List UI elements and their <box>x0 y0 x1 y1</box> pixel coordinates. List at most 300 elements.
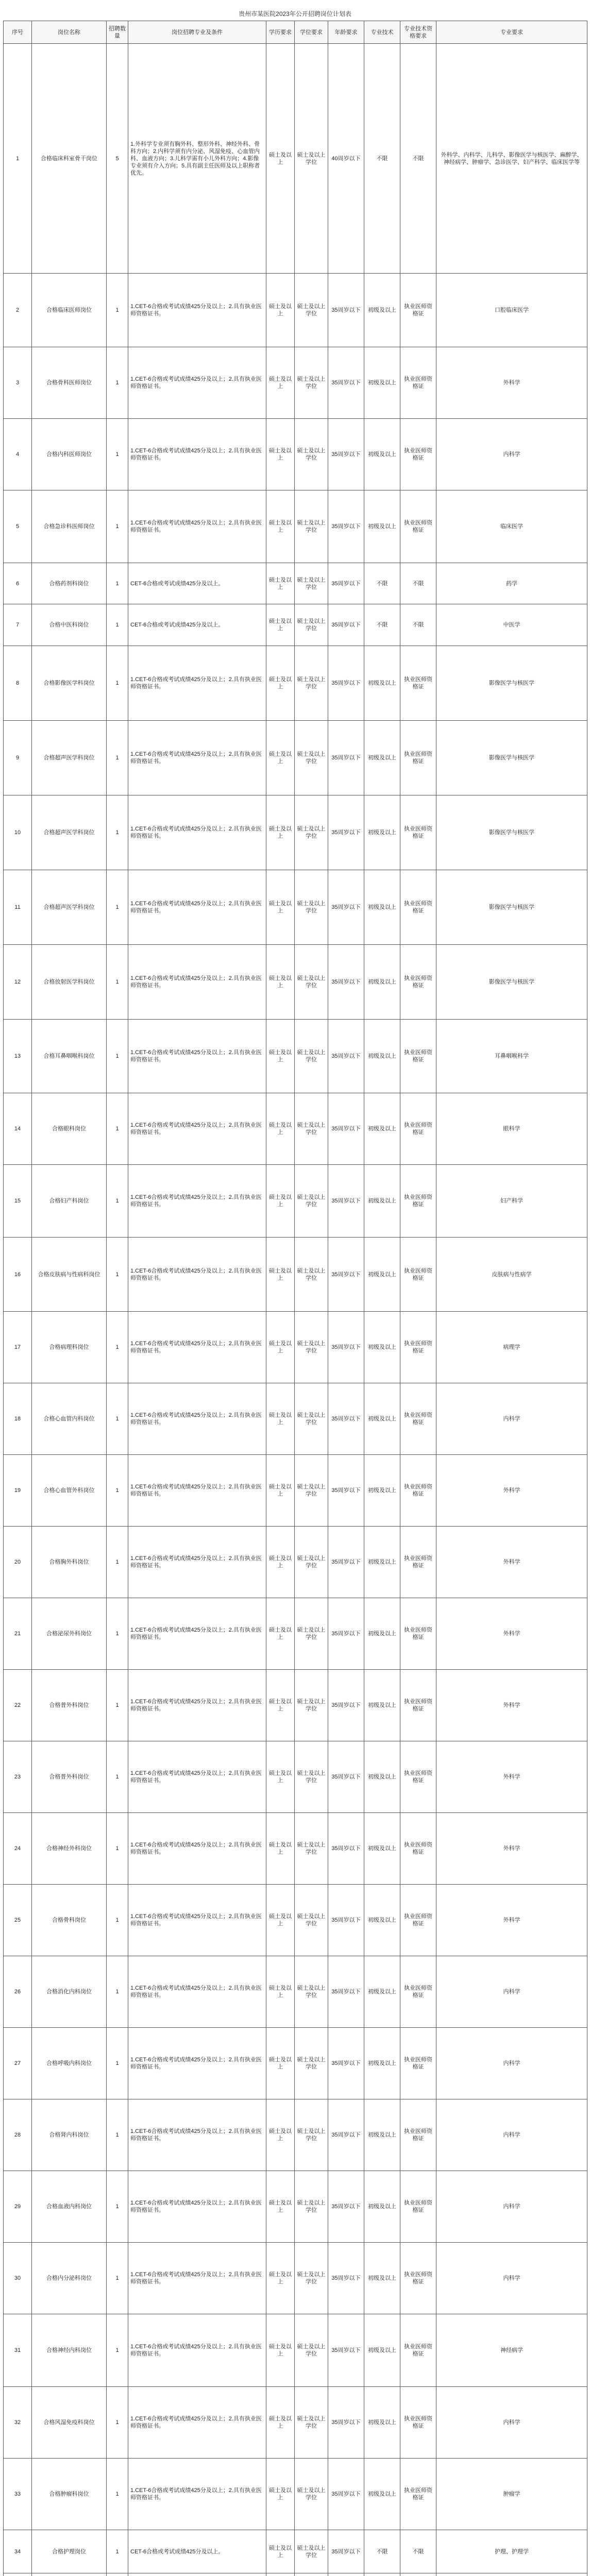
cell-count: 1 <box>107 1598 128 1670</box>
cell-req <box>128 2573 266 2576</box>
cell-req: 1.CET-6合格或考试成绩425分及以上；2.具有执业医师资格证书。 <box>128 945 266 1020</box>
cell-name: 合格普外科岗位 <box>32 1741 107 1813</box>
cell-no: 8 <box>4 646 32 721</box>
cell-count: 1 <box>107 1885 128 1956</box>
cell-age: 35周岁以下 <box>328 2314 364 2387</box>
cell-cert: 执业医师资格证 <box>400 419 436 490</box>
cell-tech: 初级及以上 <box>364 721 400 795</box>
cell-edu: 硕士及以上 <box>266 44 295 274</box>
cell-req: 1.CET-6合格或考试成绩425分及以上；2.具有执业医师资格证书。 <box>128 1885 266 1956</box>
table-row <box>4 1312 587 1383</box>
cell-tech: 初级及以上 <box>364 419 400 490</box>
cell-name: 合格骨科医师岗位 <box>32 347 107 419</box>
cell-tech: 初级及以上 <box>364 2099 400 2171</box>
cell-major: 内科学 <box>436 2028 587 2099</box>
cell-edu: 硕士及以上 <box>266 1455 295 1527</box>
cell-no: 29 <box>4 2171 32 2243</box>
cell-major: 内科学 <box>436 1383 587 1455</box>
cell-cert: 执业医师资格证 <box>400 646 436 721</box>
cell-degree: 硕士及以上学位 <box>295 870 328 945</box>
cell-tech: 初级及以上 <box>364 347 400 419</box>
table-row <box>4 347 587 419</box>
cell-major: 外科学 <box>436 1455 587 1527</box>
cell-cert: 执业医师资格证 <box>400 1527 436 1598</box>
cell-count: 5 <box>107 44 128 274</box>
cell-age: 35周岁以下 <box>328 1312 364 1383</box>
table-row <box>4 604 587 646</box>
cell-req: CET-6合格或考试成绩425分及以上。 <box>128 2530 266 2573</box>
cell-no: 9 <box>4 721 32 795</box>
cell-cert: 执业医师资格证 <box>400 274 436 347</box>
cell-edu: 硕士及以上 <box>266 604 295 646</box>
cell-name: 合格神经外科岗位 <box>32 1813 107 1885</box>
cell-no: 4 <box>4 419 32 490</box>
table-row <box>4 2243 587 2314</box>
table-row <box>4 419 587 490</box>
cell-no: 30 <box>4 2243 32 2314</box>
cell-age: 35周岁以下 <box>328 2171 364 2243</box>
cell-major: 病理学 <box>436 1312 587 1383</box>
cell-tech <box>364 2573 400 2576</box>
cell-name: 合格血液内科岗位 <box>32 2171 107 2243</box>
cell-age: 35周岁以下 <box>328 870 364 945</box>
cell-req: 1.CET-6合格或考试成绩425分及以上；2.具有执业医师资格证书。 <box>128 721 266 795</box>
cell-tech: 初级及以上 <box>364 1741 400 1813</box>
cell-major: 外科学 <box>436 1813 587 1885</box>
cell-age: 40周岁以下 <box>328 44 364 274</box>
cell-cert: 不限 <box>400 563 436 604</box>
cell-edu: 硕士及以上 <box>266 1238 295 1312</box>
cell-name: 合格病理科岗位 <box>32 1312 107 1383</box>
cell-no: 21 <box>4 1598 32 1670</box>
cell-name: 合格风湿免疫科岗位 <box>32 2387 107 2459</box>
cell-major: 皮肤病与性病学 <box>436 1238 587 1312</box>
cell-count: 1 <box>107 1956 128 2028</box>
cell-count: 1 <box>107 646 128 721</box>
cell-name: 合格中医科岗位 <box>32 604 107 646</box>
cell-major: 外科学 <box>436 347 587 419</box>
header-name: 岗位名称 <box>32 21 107 44</box>
cell-age: 35周岁以下 <box>328 1885 364 1956</box>
cell-count <box>107 2573 128 2576</box>
cell-name: 合格泌尿外科岗位 <box>32 1598 107 1670</box>
cell-no: 7 <box>4 604 32 646</box>
cell-count: 1 <box>107 721 128 795</box>
cell-no: 28 <box>4 2099 32 2171</box>
table-row <box>4 563 587 604</box>
cell-degree: 硕士及以上学位 <box>295 2530 328 2573</box>
cell-name: 合格放射医学科岗位 <box>32 945 107 1020</box>
table-row <box>4 870 587 945</box>
cell-edu: 硕士及以上 <box>266 2387 295 2459</box>
cell-degree: 硕士及以上学位 <box>295 1093 328 1165</box>
cell-tech: 初级及以上 <box>364 2387 400 2459</box>
cell-req: 1.CET-6合格或考试成绩425分及以上；2.具有执业医师资格证书。 <box>128 274 266 347</box>
cell-edu: 硕士及以上 <box>266 1741 295 1813</box>
cell-age: 35周岁以下 <box>328 490 364 563</box>
cell-degree: 硕士及以上学位 <box>295 604 328 646</box>
cell-age: 35周岁以下 <box>328 2530 364 2573</box>
cell-count: 1 <box>107 1093 128 1165</box>
header-age: 年龄要求 <box>328 21 364 44</box>
cell-major: 护理、护理学 <box>436 2530 587 2573</box>
cell-degree: 硕士及以上学位 <box>295 2314 328 2387</box>
cell-edu: 硕士及以上 <box>266 419 295 490</box>
cell-req: 1.CET-6合格或考试成绩425分及以上；2.具有执业医师资格证书。 <box>128 1093 266 1165</box>
cell-edu: 硕士及以上 <box>266 1670 295 1741</box>
cell-major: 内科学 <box>436 2243 587 2314</box>
cell-no: 16 <box>4 1238 32 1312</box>
cell-count: 1 <box>107 2171 128 2243</box>
cell-name: 合格心血管外科岗位 <box>32 1455 107 1527</box>
cell-req: 1.CET-6合格或考试成绩425分及以上；2.具有执业医师资格证书。 <box>128 1670 266 1741</box>
cell-count: 1 <box>107 1383 128 1455</box>
cell-req: 1.CET-6合格或考试成绩425分及以上；2.具有执业医师资格证书。 <box>128 2459 266 2530</box>
cell-req: 1.CET-6合格或考试成绩425分及以上；2.具有执业医师资格证书。 <box>128 2314 266 2387</box>
header-tech: 专业技术 <box>364 21 400 44</box>
cell-cert: 执业医师资格证 <box>400 721 436 795</box>
header-no: 序号 <box>4 21 32 44</box>
cell-cert: 执业医师资格证 <box>400 2314 436 2387</box>
cell-degree: 硕士及以上学位 <box>295 1741 328 1813</box>
cell-degree: 硕士及以上学位 <box>295 1238 328 1312</box>
cell-tech: 初级及以上 <box>364 274 400 347</box>
cell-req: 1.CET-6合格或考试成绩425分及以上；2.具有执业医师资格证书。 <box>128 2099 266 2171</box>
cell-name: 合格普外科岗位 <box>32 1670 107 1741</box>
cell-req: 1.CET-6合格或考试成绩425分及以上；2.具有执业医师资格证书。 <box>128 1956 266 2028</box>
cell-degree: 硕士及以上学位 <box>295 721 328 795</box>
table-row <box>4 1165 587 1238</box>
cell-cert: 不限 <box>400 44 436 274</box>
cell-edu: 硕士及以上 <box>266 795 295 870</box>
cell-major <box>436 2573 587 2576</box>
cell-req: 1.CET-6合格或考试成绩425分及以上；2.具有执业医师资格证书。 <box>128 1312 266 1383</box>
cell-major: 眼科学 <box>436 1093 587 1165</box>
header-degree: 学位要求 <box>295 21 328 44</box>
cell-cert: 执业医师资格证 <box>400 1956 436 2028</box>
cell-tech: 初级及以上 <box>364 870 400 945</box>
cell-degree: 硕士及以上学位 <box>295 1165 328 1238</box>
cell-cert: 不限 <box>400 2530 436 2573</box>
cell-age: 35周岁以下 <box>328 1093 364 1165</box>
cell-edu: 硕士及以上 <box>266 2028 295 2099</box>
cell-no: 24 <box>4 1813 32 1885</box>
table-row <box>4 1020 587 1093</box>
cell-cert: 执业医师资格证 <box>400 1093 436 1165</box>
table-row <box>4 1885 587 1956</box>
table-row <box>4 44 587 274</box>
cell-major: 中医学 <box>436 604 587 646</box>
cell-major: 药学 <box>436 563 587 604</box>
cell-tech: 初级及以上 <box>364 1165 400 1238</box>
table-row <box>4 274 587 347</box>
cell-major: 影像医学与核医学 <box>436 646 587 721</box>
header-major: 专业要求 <box>436 21 587 44</box>
cell-cert <box>400 2573 436 2576</box>
cell-count: 1 <box>107 2459 128 2530</box>
cell-age: 35周岁以下 <box>328 1741 364 1813</box>
cell-major: 内科学 <box>436 2387 587 2459</box>
cell-no: 3 <box>4 347 32 419</box>
cell-age: 35周岁以下 <box>328 1813 364 1885</box>
cell-age: 35周岁以下 <box>328 795 364 870</box>
cell-edu: 硕士及以上 <box>266 721 295 795</box>
cell-req: CET-6合格或考试成绩425分及以上。 <box>128 563 266 604</box>
cell-edu: 硕士及以上 <box>266 2099 295 2171</box>
cell-count: 1 <box>107 1312 128 1383</box>
cell-name: 合格肿瘤科岗位 <box>32 2459 107 2530</box>
cell-req: 1.CET-6合格或考试成绩425分及以上；2.具有执业医师资格证书。 <box>128 1455 266 1527</box>
cell-degree: 硕士及以上学位 <box>295 490 328 563</box>
cell-name: 合格超声医学科岗位 <box>32 870 107 945</box>
table-row <box>4 2573 587 2576</box>
cell-major: 外科学 <box>436 1598 587 1670</box>
cell-age: 35周岁以下 <box>328 1956 364 2028</box>
cell-edu: 硕士及以上 <box>266 1165 295 1238</box>
cell-req: 1.CET-6合格或考试成绩425分及以上；2.具有执业医师资格证书。 <box>128 1741 266 1813</box>
cell-no: 26 <box>4 1956 32 2028</box>
cell-tech: 初级及以上 <box>364 1885 400 1956</box>
cell-no: 34 <box>4 2530 32 2573</box>
cell-major: 内科学 <box>436 2099 587 2171</box>
recruitment-table <box>3 21 587 2576</box>
cell-degree: 硕士及以上学位 <box>295 1670 328 1741</box>
cell-age: 35周岁以下 <box>328 945 364 1020</box>
cell-req: 1.CET-6合格或考试成绩425分及以上；2.具有执业医师资格证书。 <box>128 1383 266 1455</box>
cell-no: 12 <box>4 945 32 1020</box>
cell-tech: 初级及以上 <box>364 1383 400 1455</box>
cell-edu: 硕士及以上 <box>266 347 295 419</box>
cell-age: 35周岁以下 <box>328 1165 364 1238</box>
cell-age <box>328 2573 364 2576</box>
cell-tech: 初级及以上 <box>364 2243 400 2314</box>
table-row <box>4 1527 587 1598</box>
cell-cert: 执业医师资格证 <box>400 2171 436 2243</box>
cell-count: 1 <box>107 604 128 646</box>
table-row <box>4 1383 587 1455</box>
cell-degree: 硕士及以上学位 <box>295 2459 328 2530</box>
cell-no: 10 <box>4 795 32 870</box>
table-header-row <box>4 21 587 44</box>
cell-req: 1.CET-6合格或考试成绩425分及以上；2.具有执业医师资格证书。 <box>128 490 266 563</box>
cell-count: 1 <box>107 274 128 347</box>
cell-major: 影像医学与核医学 <box>436 721 587 795</box>
cell-name: 合格超声医学科岗位 <box>32 795 107 870</box>
cell-age: 35周岁以下 <box>328 419 364 490</box>
cell-count: 1 <box>107 1670 128 1741</box>
cell-age: 35周岁以下 <box>328 604 364 646</box>
cell-name: 合格药剂科岗位 <box>32 563 107 604</box>
cell-req: 1.CET-6合格或考试成绩425分及以上；2.具有执业医师资格证书。 <box>128 1020 266 1093</box>
cell-no: 20 <box>4 1527 32 1598</box>
cell-cert: 执业医师资格证 <box>400 1020 436 1093</box>
cell-edu: 硕士及以上 <box>266 1813 295 1885</box>
cell-degree: 硕士及以上学位 <box>295 1956 328 2028</box>
page-title: 贵州市某医院2023年公开招聘岗位计划表 <box>239 10 351 18</box>
cell-count: 1 <box>107 945 128 1020</box>
cell-tech: 初级及以上 <box>364 490 400 563</box>
cell-count: 1 <box>107 795 128 870</box>
cell-age: 35周岁以下 <box>328 1383 364 1455</box>
cell-degree: 硕士及以上学位 <box>295 2387 328 2459</box>
table-row <box>4 1455 587 1527</box>
cell-req: 1.CET-6合格或考试成绩425分及以上；2.具有执业医师资格证书。 <box>128 1813 266 1885</box>
cell-cert: 执业医师资格证 <box>400 1813 436 1885</box>
header-req: 岗位招聘专业及条件 <box>128 21 266 44</box>
cell-count: 1 <box>107 1455 128 1527</box>
cell-count: 1 <box>107 2028 128 2099</box>
cell-edu: 硕士及以上 <box>266 1956 295 2028</box>
cell-tech: 不限 <box>364 604 400 646</box>
cell-no: 19 <box>4 1455 32 1527</box>
cell-req: 1.CET-6合格或考试成绩425分及以上；2.具有执业医师资格证书。 <box>128 646 266 721</box>
cell-name: 合格呼吸内科岗位 <box>32 2028 107 2099</box>
cell-count: 1 <box>107 2387 128 2459</box>
cell-degree: 硕士及以上学位 <box>295 1312 328 1383</box>
cell-age: 35周岁以下 <box>328 2387 364 2459</box>
cell-req: 1.CET-6合格或考试成绩425分及以上；2.具有执业医师资格证书。 <box>128 419 266 490</box>
header-cert: 专业技术资格要求 <box>400 21 436 44</box>
cell-req: 1.外科学专业须有胸外科、整形外科、神经外科、骨科方向；2.内科学须有内分泌、风湿免疫、心血管内科、血液方向；3.儿科学需有小儿外科方向；4.影像专业须有介入方向；5.具有副主任医师及以上职称者优先。 <box>128 44 266 274</box>
cell-count: 1 <box>107 870 128 945</box>
cell-tech: 初级及以上 <box>364 945 400 1020</box>
cell-name: 合格急诊科医师岗位 <box>32 490 107 563</box>
cell-tech: 初级及以上 <box>364 2314 400 2387</box>
cell-age: 35周岁以下 <box>328 274 364 347</box>
cell-req: 1.CET-6合格或考试成绩425分及以上；2.具有执业医师资格证书。 <box>128 2387 266 2459</box>
cell-degree: 硕士及以上学位 <box>295 2171 328 2243</box>
cell-tech: 初级及以上 <box>364 646 400 721</box>
cell-degree: 硕士及以上学位 <box>295 1527 328 1598</box>
cell-count: 1 <box>107 419 128 490</box>
cell-edu: 硕士及以上 <box>266 1312 295 1383</box>
cell-cert: 执业医师资格证 <box>400 870 436 945</box>
cell-edu: 硕士及以上 <box>266 1527 295 1598</box>
table-row <box>4 2530 587 2573</box>
cell-age: 35周岁以下 <box>328 563 364 604</box>
cell-req: 1.CET-6合格或考试成绩425分及以上；2.具有执业医师资格证书。 <box>128 2171 266 2243</box>
cell-major: 内科学 <box>436 2171 587 2243</box>
cell-degree: 硕士及以上学位 <box>295 44 328 274</box>
cell-degree: 硕士及以上学位 <box>295 2099 328 2171</box>
header-edu: 学历要求 <box>266 21 295 44</box>
cell-edu: 硕士及以上 <box>266 1885 295 1956</box>
cell-major: 内科学 <box>436 1956 587 2028</box>
cell-tech: 初级及以上 <box>364 1813 400 1885</box>
cell-name: 合格胸外科岗位 <box>32 1527 107 1598</box>
cell-no: 14 <box>4 1093 32 1165</box>
cell-name: 合格内科医师岗位 <box>32 419 107 490</box>
cell-tech: 初级及以上 <box>364 2028 400 2099</box>
cell-cert: 执业医师资格证 <box>400 1383 436 1455</box>
cell-cert: 执业医师资格证 <box>400 347 436 419</box>
cell-tech: 初级及以上 <box>364 1020 400 1093</box>
cell-tech: 初级及以上 <box>364 1670 400 1741</box>
cell-no: 2 <box>4 274 32 347</box>
cell-req: 1.CET-6合格或考试成绩425分及以上；2.具有执业医师资格证书。 <box>128 1165 266 1238</box>
cell-name: 合格心血管内科岗位 <box>32 1383 107 1455</box>
cell-req: 1.CET-6合格或考试成绩425分及以上；2.具有执业医师资格证书。 <box>128 2243 266 2314</box>
cell-age: 35周岁以下 <box>328 2243 364 2314</box>
cell-edu: 硕士及以上 <box>266 2243 295 2314</box>
cell-name: 合格眼科岗位 <box>32 1093 107 1165</box>
cell-cert: 执业医师资格证 <box>400 2459 436 2530</box>
cell-degree: 硕士及以上学位 <box>295 945 328 1020</box>
cell-degree: 硕士及以上学位 <box>295 1885 328 1956</box>
cell-age: 35周岁以下 <box>328 347 364 419</box>
cell-name: 合格影像医学科岗位 <box>32 646 107 721</box>
cell-age: 35周岁以下 <box>328 1020 364 1093</box>
cell-major: 外科学、内科学、儿科学、影像医学与核医学、麻醉学、神经病学、肿瘤学、急诊医学、妇产科学、临床医学等 <box>436 44 587 274</box>
cell-no: 11 <box>4 870 32 945</box>
table-row <box>4 2314 587 2387</box>
cell-cert: 执业医师资格证 <box>400 2243 436 2314</box>
cell-no: 27 <box>4 2028 32 2099</box>
cell-no: 23 <box>4 1741 32 1813</box>
table-row <box>4 1956 587 2028</box>
cell-count: 1 <box>107 347 128 419</box>
cell-count: 1 <box>107 2530 128 2573</box>
cell-req: 1.CET-6合格或考试成绩425分及以上；2.具有执业医师资格证书。 <box>128 1527 266 1598</box>
cell-name: 合格骨科岗位 <box>32 1885 107 1956</box>
cell-major: 妇产科学 <box>436 1165 587 1238</box>
cell-no <box>4 2573 32 2576</box>
cell-edu: 硕士及以上 <box>266 1020 295 1093</box>
cell-edu: 硕士及以上 <box>266 1383 295 1455</box>
cell-major: 影像医学与核医学 <box>436 945 587 1020</box>
cell-edu: 硕士及以上 <box>266 945 295 1020</box>
cell-count: 1 <box>107 1813 128 1885</box>
cell-req: 1.CET-6合格或考试成绩425分及以上；2.具有执业医师资格证书。 <box>128 347 266 419</box>
table-row <box>4 945 587 1020</box>
cell-name: 合格肾内科岗位 <box>32 2099 107 2171</box>
cell-major: 外科学 <box>436 1741 587 1813</box>
cell-name: 合格消化内科岗位 <box>32 1956 107 2028</box>
cell-cert: 执业医师资格证 <box>400 1670 436 1741</box>
table-row <box>4 490 587 563</box>
cell-name <box>32 2573 107 2576</box>
cell-count: 1 <box>107 490 128 563</box>
table-row <box>4 646 587 721</box>
cell-major: 肿瘤学 <box>436 2459 587 2530</box>
cell-name: 合格超声医学科岗位 <box>32 721 107 795</box>
table-row <box>4 721 587 795</box>
cell-degree: 硕士及以上学位 <box>295 274 328 347</box>
cell-tech: 初级及以上 <box>364 2171 400 2243</box>
table-row <box>4 1598 587 1670</box>
cell-age: 35周岁以下 <box>328 1238 364 1312</box>
cell-major: 耳鼻咽喉科学 <box>436 1020 587 1093</box>
cell-edu: 硕士及以上 <box>266 1093 295 1165</box>
cell-tech: 初级及以上 <box>364 1527 400 1598</box>
cell-degree: 硕士及以上学位 <box>295 2028 328 2099</box>
cell-cert: 执业医师资格证 <box>400 1598 436 1670</box>
cell-edu: 硕士及以上 <box>266 274 295 347</box>
cell-edu: 硕士及以上 <box>266 2459 295 2530</box>
cell-count: 1 <box>107 1020 128 1093</box>
cell-cert: 执业医师资格证 <box>400 945 436 1020</box>
cell-age: 35周岁以下 <box>328 2028 364 2099</box>
cell-name: 合格临床医师岗位 <box>32 274 107 347</box>
cell-req: 1.CET-6合格或考试成绩425分及以上；2.具有执业医师资格证书。 <box>128 1238 266 1312</box>
cell-name: 合格护理岗位 <box>32 2530 107 2573</box>
cell-name: 合格妇产科岗位 <box>32 1165 107 1238</box>
cell-count: 1 <box>107 2314 128 2387</box>
cell-req: 1.CET-6合格或考试成绩425分及以上；2.具有执业医师资格证书。 <box>128 1598 266 1670</box>
cell-count: 1 <box>107 1165 128 1238</box>
cell-tech: 初级及以上 <box>364 1598 400 1670</box>
cell-cert: 执业医师资格证 <box>400 2028 436 2099</box>
